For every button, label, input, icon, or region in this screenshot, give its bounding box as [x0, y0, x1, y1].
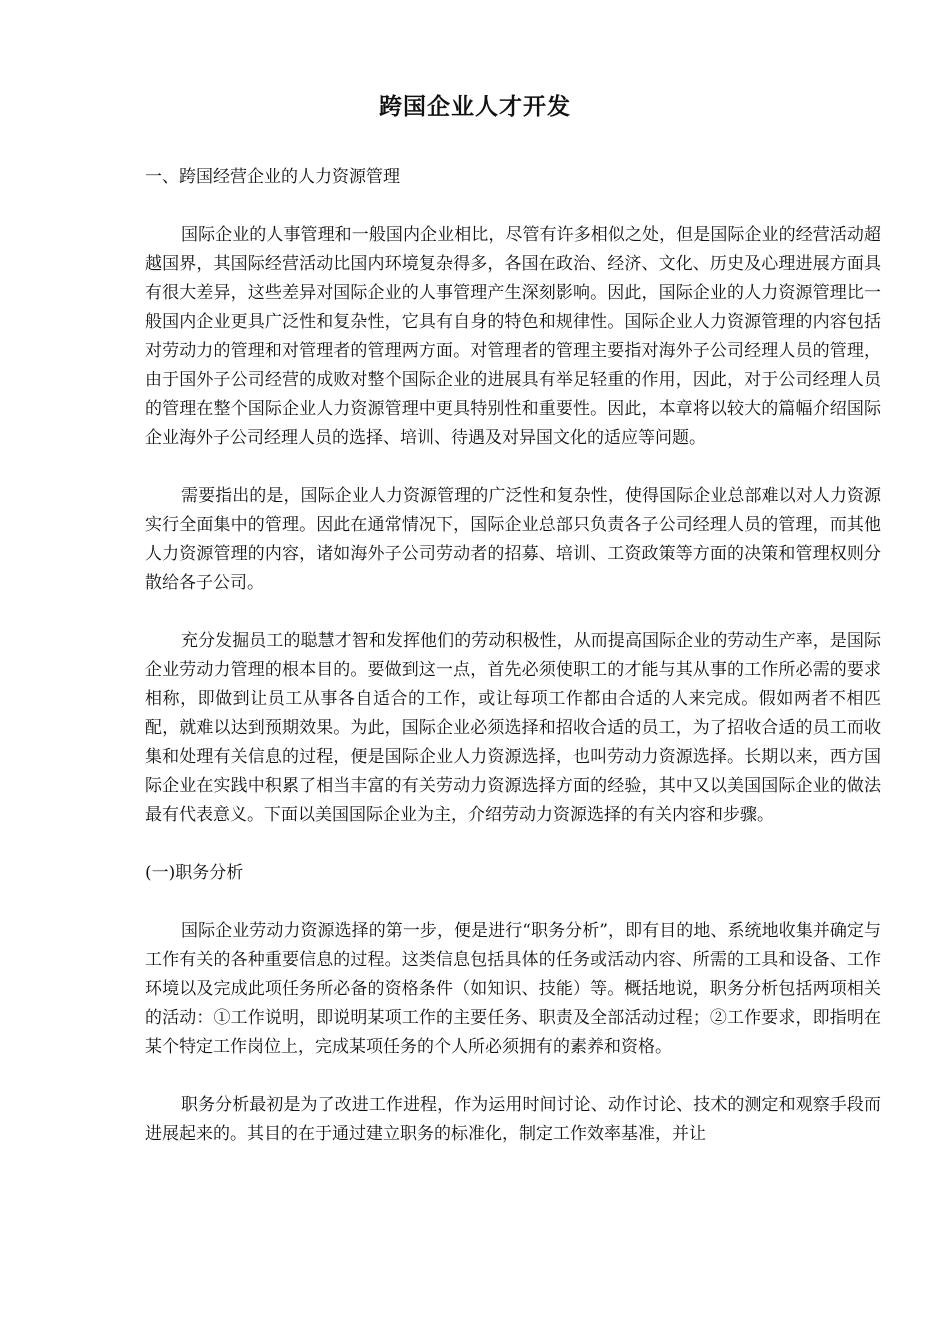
- subsection-heading: (一)职务分析: [145, 863, 244, 883]
- paragraph-3: 充分发掘员工的聪慧才智和发挥他们的劳动积极性，从而提高国际企业的劳动生产率，是国际企业劳动力管理的根本目的。要做到这一点，首先必须使职工的才能与其从事的工作所必需的要求相称，即做到让员工从事各自适合的工作，或让每项工作都由合适的人来完成。假如两者不相匹配，就难以达到预期效果。为此，国际企业必须选择和招收合适的员工，为了招收合适的员工而收集和处理有关信息的过程，便是国际企业人力资源选择，也叫劳动力资源选择。长期以来，西方国际企业在实践中积累了相当丰富的有关劳动力资源选择方面的经验，其中又以美国国际企业的做法最有代表意义。下面以美国国际企业为主，介绍劳动力资源选择的有关内容和步骤。: [145, 631, 881, 825]
- document-body: [145, 163, 881, 1178]
- paragraph-4: 国际企业劳动力资源选择的第一步，便是进行“职务分析”，即有目的地、系统地收集并确定与工作有关的各种重要信息的过程。这类信息包括具体的任务或活动内容、所需的工具和设备、工作环境以及完成此项任务所必备的资格条件（如知识、技能）等。概括地说，职务分析包括两项相关的活动：①工作说明，即说明某项工作的主要任务、职责及全部活动过程；②工作要求，即指明在某个特定工作岗位上，完成某项任务的个人所必须拥有的素养和资格。: [145, 921, 881, 1057]
- document-title: 跨国企业人才开发: [379, 93, 571, 120]
- paragraph-2: 需要指出的是，国际企业人力资源管理的广泛性和复杂性，使得国际企业总部难以对人力资源实行全面集中的管理。因此在通常情况下，国际企业总部只负责各子公司经理人员的管理，而其他人力资源管理的内容，诸如海外子公司劳动者的招募、培训、工资政策等方面的决策和管理权则分散给各子公司。: [145, 486, 881, 593]
- paragraph-1: 国际企业的人事管理和一般国内企业相比，尽管有许多相似之处，但是国际企业的经营活动超越国界，其国际经营活动比国内环境复杂得多，各国在政治、经济、文化、历史及心理进展方面具有很大差异，这些差异对国际企业的人事管理产生深刻影响。因此，国际企业的人力资源管理比一般国内企业更具广泛性和复杂性，它具有自身的特色和规律性。国际企业人力资源管理的内容包括对劳动力的管理和对管理者的管理两方面。对管理者的管理主要指对海外子公司经理人员的管理，由于国外子公司经营的成败对整个国际企业的进展具有举足轻重的作用，因此，对于公司经理人员的管理在整个国际企业人力资源管理中更具特别性和重要性。因此，本章将以较大的篇幅介绍国际企业海外子公司经理人员的选择、培训、待遇及对异国文化的适应等问题。: [145, 225, 881, 448]
- section-heading: 一、跨国经营企业的人力资源管理: [145, 167, 400, 187]
- paragraph-5: 职务分析最初是为了改进工作进程，作为运用时间讨论、动作讨论、技术的测定和观察手段而进展起来的。其目的在于通过建立职务的标准化，制定工作效率基准，并让: [145, 1095, 881, 1144]
